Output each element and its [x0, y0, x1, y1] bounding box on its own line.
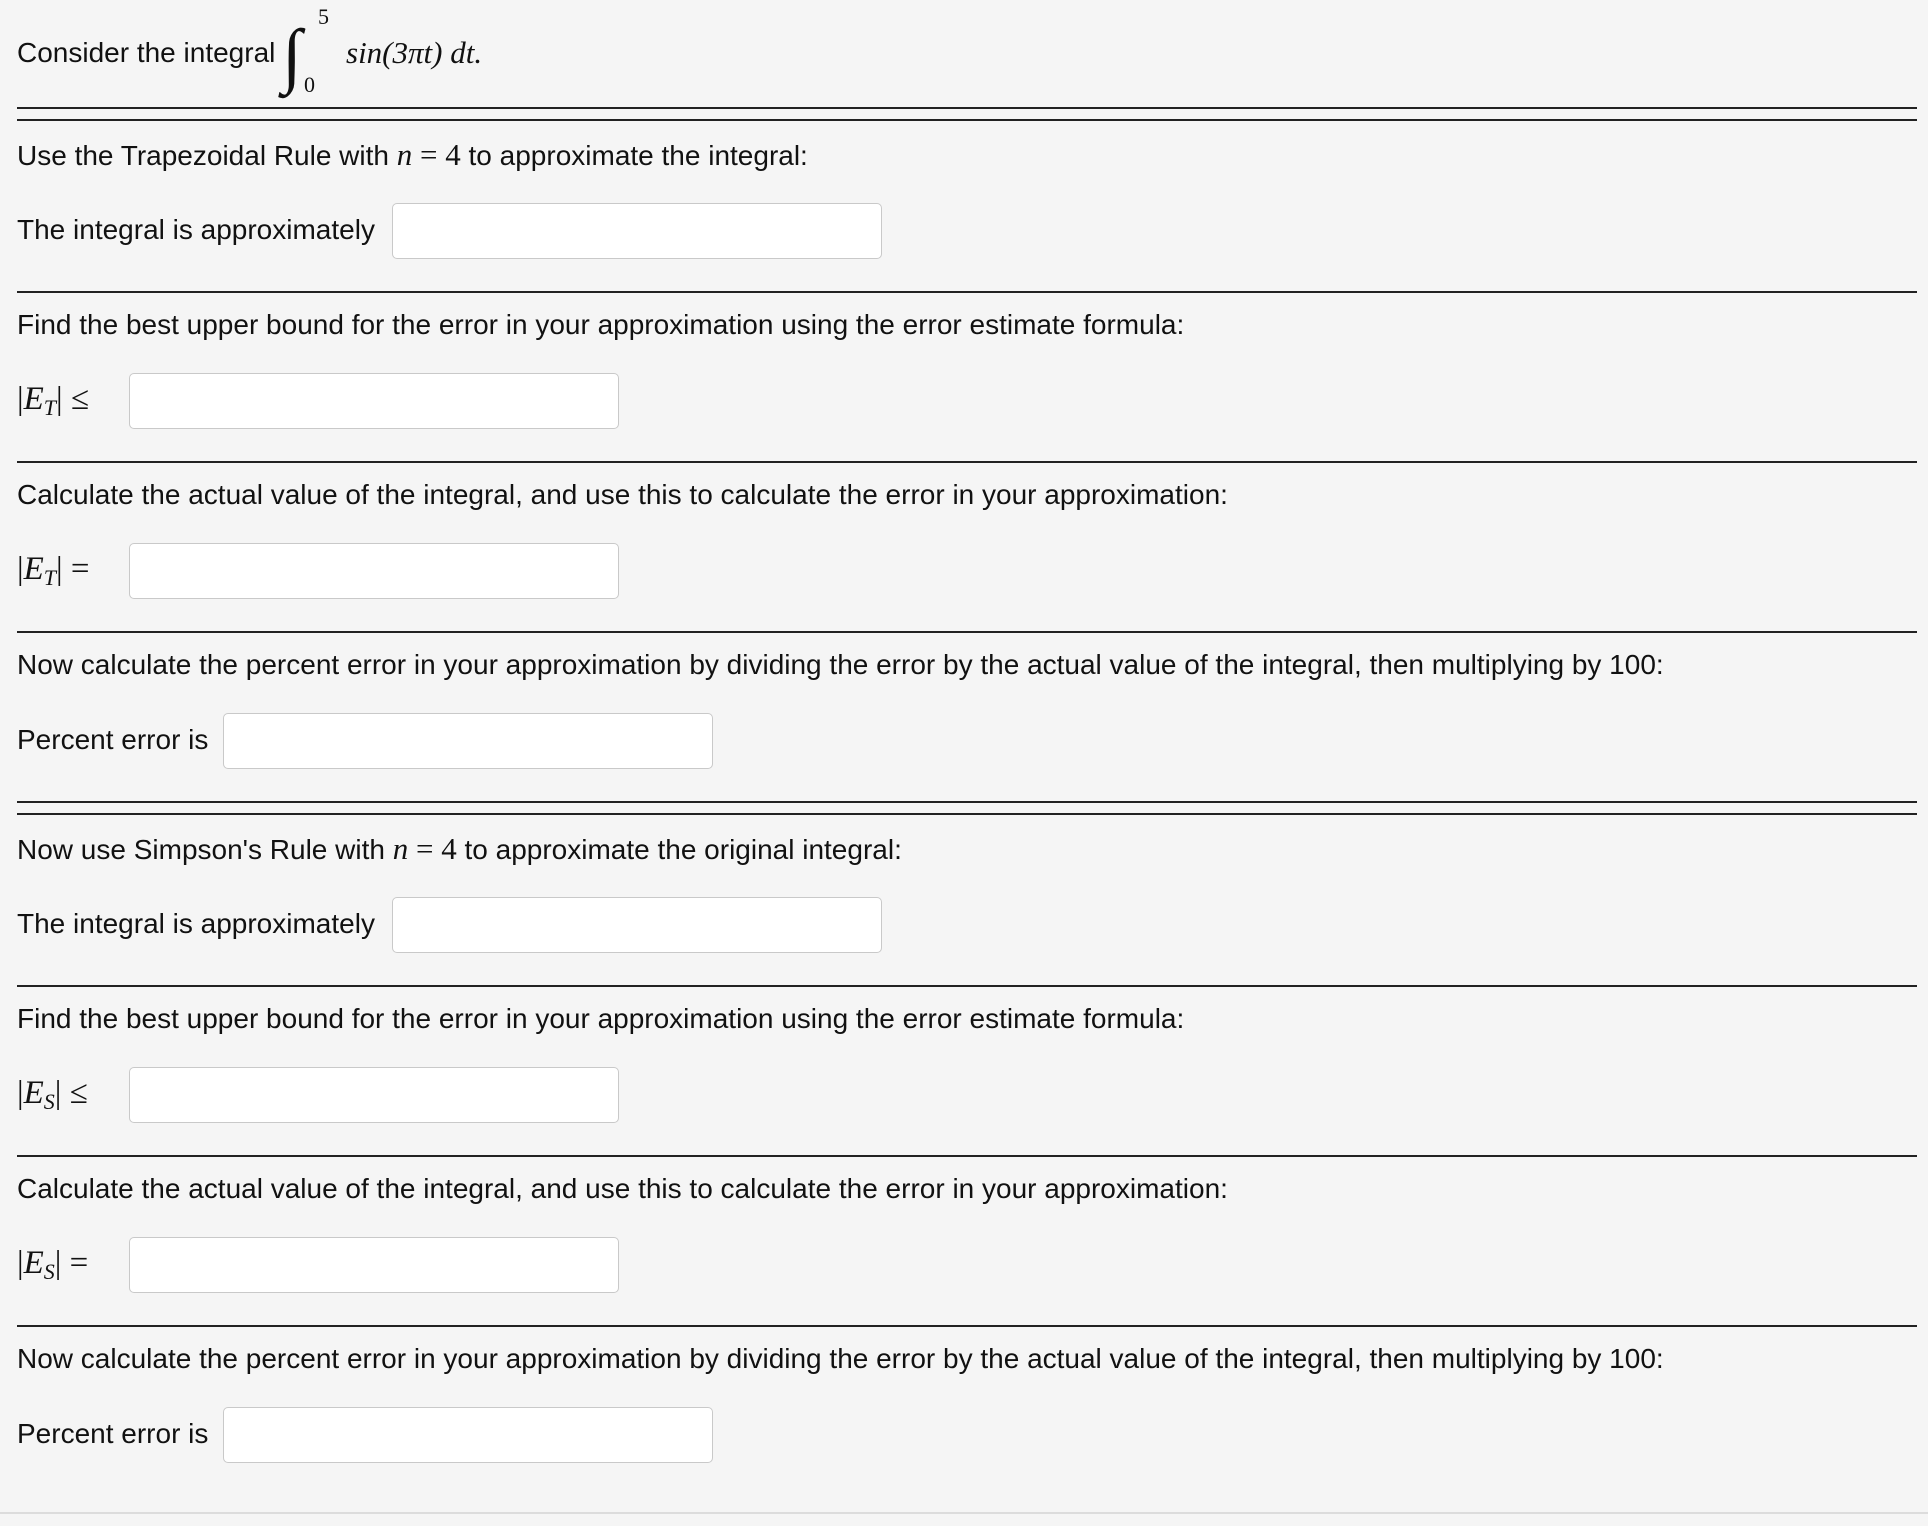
- simpson-approx-input[interactable]: [392, 897, 882, 953]
- simpson-actual-label: $|E_S|$ =: [17, 1245, 89, 1284]
- trapezoid-approx-input[interactable]: [392, 203, 882, 259]
- simpson-approx-label: The integral is approximately: [17, 908, 375, 939]
- simpson-bound-input[interactable]: [129, 1067, 619, 1123]
- integral-lower-limit: 0: [304, 72, 315, 97]
- integral-sign-icon: ∫: [282, 15, 302, 95]
- simpson-bound-instruction: Find the best upper bound for the error in your approximation using the error estimate formula:: [17, 1003, 1185, 1034]
- integral-upper-limit: 5: [318, 4, 329, 29]
- divider: [17, 801, 1917, 803]
- divider: [17, 985, 1917, 987]
- divider: [17, 1325, 1917, 1327]
- simpson-bound-label: $|E_S|$ ≤: [17, 1075, 88, 1114]
- simpson-percent-input[interactable]: [223, 1407, 713, 1463]
- divider: [17, 813, 1917, 815]
- simpson-percent-label: Percent error is: [17, 1418, 209, 1449]
- divider: [17, 1155, 1917, 1157]
- simpson-actual-input[interactable]: [129, 1237, 619, 1293]
- trapezoid-actual-label: $|E_T|$ =: [17, 551, 90, 590]
- integrand: sin(3πt) dt.: [346, 35, 483, 70]
- simpson-percent-instruction: Now calculate the percent error in your approximation by dividing the error by the actual value of the integral, then multiplying by 100:: [17, 1343, 1664, 1374]
- trapezoid-instruction: Use the Trapezoidal Rule with n = 4 to approximate the integral:: [17, 137, 808, 172]
- trapezoid-bound-input[interactable]: [129, 373, 619, 429]
- simpson-instruction: Now use Simpson's Rule with n = 4 to approximate the original integral:: [17, 831, 902, 866]
- divider: [17, 631, 1917, 633]
- trapezoid-actual-input[interactable]: [129, 543, 619, 599]
- trapezoid-percent-input[interactable]: [223, 713, 713, 769]
- trapezoid-bound-instruction: Find the best upper bound for the error in your approximation using the error estimate formula:: [17, 309, 1185, 340]
- trapezoid-bound-label: $|E_T|$ ≤: [17, 381, 90, 420]
- trapezoid-actual-instruction: Calculate the actual value of the integral, and use this to calculate the error in your approximation:: [17, 479, 1228, 510]
- intro-label: Consider the integral: [17, 37, 276, 68]
- problem-statement: [17, 36, 275, 70]
- simpson-actual-instruction: Calculate the actual value of the integral, and use this to calculate the error in your approximation:: [17, 1173, 1228, 1204]
- trapezoid-percent-instruction: Now calculate the percent error in your approximation by dividing the error by the actual value of the integral, then multiplying by 100:: [17, 649, 1664, 680]
- divider: [17, 461, 1917, 463]
- divider: [17, 119, 1917, 121]
- bottom-edge: [0, 1512, 1928, 1514]
- divider: [17, 291, 1917, 293]
- trapezoid-approx-label: The integral is approximately: [17, 214, 375, 245]
- divider: [17, 107, 1917, 109]
- trapezoid-percent-label: Percent error is: [17, 724, 209, 755]
